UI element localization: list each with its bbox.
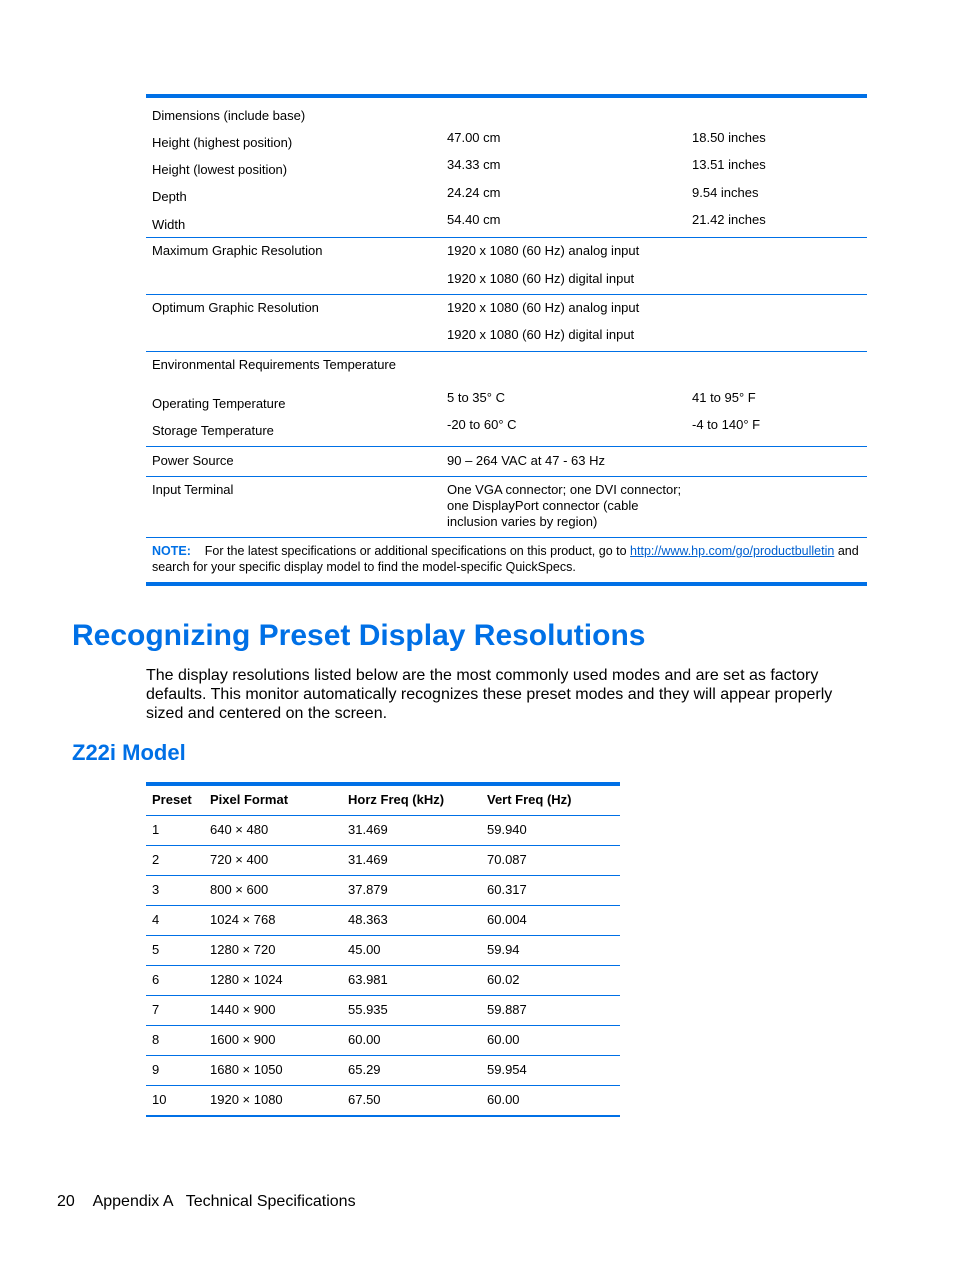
pixel-format: 1920 × 1080 [210, 1092, 283, 1107]
table-row [146, 876, 620, 906]
pixel-format: 1440 × 900 [210, 1002, 276, 1017]
input-terminal-row [146, 477, 867, 537]
page-number: 20 [57, 1193, 75, 1210]
dim-metric: 47.00 cm [447, 130, 501, 145]
preset-number: 10 [152, 1092, 167, 1107]
horz-freq: 55.935 [348, 1002, 388, 1017]
horz-freq: 45.00 [348, 942, 381, 957]
note-block [146, 538, 867, 582]
table-row [146, 966, 620, 996]
dimensions-section [146, 98, 867, 237]
note-text-before: For the latest specifications or additional specifications on this product, go to [204, 544, 627, 558]
horz-freq: 37.879 [348, 882, 388, 897]
table-row [146, 936, 620, 966]
vert-freq: 60.317 [487, 882, 527, 897]
horz-freq: 63.981 [348, 972, 388, 987]
note-text [152, 543, 862, 575]
table-row [146, 1086, 620, 1116]
horz-freq: 65.29 [348, 1062, 381, 1077]
preset-header-row [146, 786, 620, 816]
footer-text: Appendix A Technical Specifications [92, 1193, 356, 1210]
operating-temp-label: Operating Temperature [152, 396, 286, 411]
preset-number: 3 [152, 882, 160, 897]
dim-imperial: 13.51 inches [692, 157, 766, 172]
opt-resolution-row [146, 295, 867, 351]
operating-temp-f: 41 to 95° F [692, 390, 756, 405]
max-resolution-analog: 1920 x 1080 (60 Hz) analog input [447, 243, 640, 258]
table-row [146, 1026, 620, 1056]
pixel-format: 1280 × 720 [210, 942, 276, 957]
environment-section [146, 352, 867, 446]
horz-freq: 31.469 [348, 822, 388, 837]
table-row [146, 846, 620, 876]
pixel-format: 800 × 600 [210, 882, 269, 897]
power-row [146, 447, 867, 476]
vert-freq: 70.087 [487, 852, 527, 867]
vert-freq: 59.94 [487, 942, 520, 957]
product-bulletin-link[interactable]: http://www.hp.com/go/productbulletin [630, 544, 835, 558]
horz-freq: 67.50 [348, 1092, 381, 1107]
dim-label: Height (highest position) [152, 135, 293, 150]
vert-freq: 60.00 [487, 1032, 520, 1047]
vert-freq: 59.954 [487, 1062, 527, 1077]
storage-temp-f: -4 to 140° F [692, 417, 761, 432]
table-row [146, 906, 620, 936]
preset-rows [146, 816, 620, 1116]
dim-label: Width [152, 217, 186, 232]
model-subtitle: Z22i Model [72, 740, 186, 765]
section-title: Recognizing Preset Display Resolutions [72, 619, 646, 652]
pixel-format: 720 × 400 [210, 852, 269, 867]
vert-freq: 60.02 [487, 972, 520, 987]
header-preset: Preset [152, 792, 192, 807]
vert-freq: 59.887 [487, 1002, 527, 1017]
max-resolution-row [146, 238, 867, 294]
opt-resolution-digital: 1920 x 1080 (60 Hz) digital input [447, 327, 635, 342]
vert-freq: 60.00 [487, 1092, 520, 1107]
pixel-format: 1680 × 1050 [210, 1062, 283, 1077]
horz-freq: 48.363 [348, 912, 388, 927]
note-label: NOTE: [152, 544, 191, 558]
max-resolution-digital: 1920 x 1080 (60 Hz) digital input [447, 271, 635, 286]
note-text-after: and search for your specific display model to find the model-specific QuickSpecs. [152, 544, 859, 574]
dim-label: Height (lowest position) [152, 162, 288, 177]
preset-number: 5 [152, 942, 160, 957]
dim-imperial: 9.54 inches [692, 185, 759, 200]
header-vert-freq: Vert Freq (Hz) [487, 792, 572, 807]
power-label: Power Source [152, 453, 234, 468]
preset-number: 4 [152, 912, 160, 927]
input-terminal-value: One VGA connector; one DVI connector; one DisplayPort connector (cable inclusion varies by region) [447, 482, 682, 529]
preset-number: 2 [152, 852, 160, 867]
header-horz-freq: Horz Freq (kHz) [348, 792, 445, 807]
preset-number: 6 [152, 972, 160, 987]
horz-freq: 60.00 [348, 1032, 381, 1047]
storage-temp-label: Storage Temperature [152, 423, 274, 438]
spec-table [146, 94, 867, 586]
dim-metric: 24.24 cm [447, 185, 501, 200]
table-row [146, 816, 620, 846]
dim-metric: 54.40 cm [447, 212, 501, 227]
preset-number: 8 [152, 1032, 160, 1047]
dimensions-header: Dimensions (include base) [152, 108, 306, 123]
vert-freq: 60.004 [487, 912, 527, 927]
input-terminal-label: Input Terminal [152, 482, 234, 497]
pixel-format: 640 × 480 [210, 822, 269, 837]
dim-metric: 34.33 cm [447, 157, 501, 172]
vert-freq: 59.940 [487, 822, 527, 837]
storage-temp-c: -20 to 60° C [447, 417, 517, 432]
preset-number: 7 [152, 1002, 160, 1017]
preset-number: 1 [152, 822, 160, 837]
header-pixel-format: Pixel Format [210, 792, 289, 807]
spec-bottom-rule [146, 582, 867, 586]
pixel-format: 1600 × 900 [210, 1032, 276, 1047]
dim-imperial: 18.50 inches [692, 130, 766, 145]
environment-header: Environmental Requirements Temperature [152, 357, 396, 372]
operating-temp-c: 5 to 35° C [447, 390, 505, 405]
table-row [146, 1056, 620, 1086]
opt-resolution-analog: 1920 x 1080 (60 Hz) analog input [447, 300, 640, 315]
preset-number: 9 [152, 1062, 160, 1077]
horz-freq: 31.469 [348, 852, 388, 867]
pixel-format: 1024 × 768 [210, 912, 276, 927]
dim-imperial: 21.42 inches [692, 212, 766, 227]
dim-label: Depth [152, 189, 187, 204]
page-footer [57, 1192, 356, 1211]
section-body: The display resolutions listed below are the most commonly used modes and are set as factory defaults. This monitor automatically recognizes these preset modes and they will appear properly sized and centered on the screen. [146, 667, 833, 722]
power-value: 90 – 264 VAC at 47 - 63 Hz [447, 453, 606, 468]
pixel-format: 1280 × 1024 [210, 972, 283, 987]
preset-table [146, 782, 620, 1117]
max-resolution-label: Maximum Graphic Resolution [152, 243, 323, 258]
table-row [146, 996, 620, 1026]
opt-resolution-label: Optimum Graphic Resolution [152, 300, 319, 315]
